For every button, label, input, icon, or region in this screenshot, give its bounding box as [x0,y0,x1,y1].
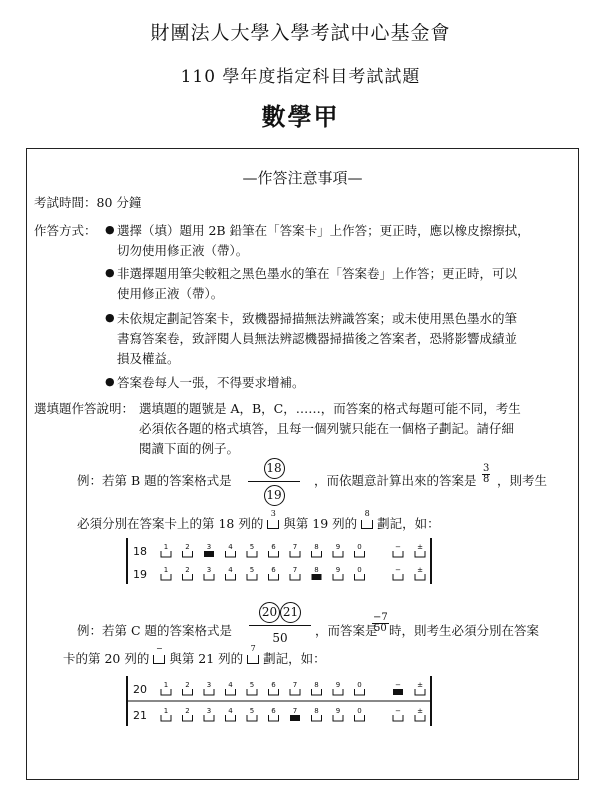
bubble [290,707,300,721]
fill-text: 閱讀下面的例子。 [139,441,240,456]
fill-text: 選填題的題號是 A，B，C，……，而答案的格式每題可能不同，考生 [139,401,521,416]
svg-text:1: 1 [163,543,169,551]
bubble [290,681,300,695]
row-number-circle: 21 [280,602,301,623]
bubble-icon: 3 [267,520,279,529]
fill-label: 選填題作答說明： [34,401,135,416]
svg-text:±: ± [417,681,423,689]
bullet-text: 損及權益。 [117,351,180,366]
bubble-icon: 7 [247,655,259,664]
bubble [393,681,403,695]
example-c-text: 時，則考生必須分別在答案 [389,623,540,638]
bubble [393,543,403,557]
bullet-item: ● [105,375,115,388]
bubble [226,543,236,557]
bubble [204,707,214,721]
svg-text:0: 0 [357,681,362,689]
svg-text:6: 6 [271,681,276,689]
bubble [247,543,257,557]
bubble [333,566,343,580]
bubble [269,707,279,721]
svg-text:6: 6 [271,566,276,574]
bubble [393,566,403,580]
svg-text:2: 2 [185,566,190,574]
subject-title: 數學甲 [261,102,340,131]
svg-text:8: 8 [314,681,319,689]
bubble [415,543,425,557]
svg-text:5: 5 [249,566,255,574]
fixed-denominator: 50 [272,631,288,645]
svg-text:±: ± [417,543,423,551]
bullet-item: ● [105,311,115,324]
bubble [269,543,279,557]
bubble [226,681,236,695]
example-c-text: ，而答案是 [315,623,378,638]
exam-time: 考試時間：80 分鐘 [34,195,142,210]
bullet-item: ● [105,266,115,279]
svg-text:6: 6 [271,543,276,551]
organization-title: 財團法人大學入學考試中心基金會 [150,22,451,44]
bubble [355,543,365,557]
svg-text:0: 0 [357,707,362,715]
row-label: 20 [133,683,147,696]
example-c-line2: 卡的第 20 列的 − 與第 21 列的 7 劃記，如： [63,644,326,666]
svg-text:8: 8 [314,543,319,551]
svg-text:9: 9 [335,543,341,551]
bullet-text: 未依規定劃記答案卡，致機器掃描無法辨識答案；或未使用黑色墨水的筆 [117,311,518,326]
bullet-text: 答案卷每人一張，不得要求增補。 [117,375,305,390]
row-label: 19 [133,568,147,581]
svg-text:9: 9 [335,707,341,715]
bubble [393,707,403,721]
bubble [290,543,300,557]
bullet-text: 書寫答案卷，致評閱人員無法辨認機器掃描後之答案者，恐將影響成績並 [117,331,518,346]
answer-grid-c [125,675,445,727]
svg-text:4: 4 [228,681,233,689]
bubble [226,566,236,580]
svg-text:7: 7 [292,707,298,715]
row-label: 18 [133,545,147,558]
svg-text:1: 1 [163,566,169,574]
svg-text:5: 5 [249,707,255,715]
bullet-text: 切勿使用修正液（帶）。 [117,243,249,258]
svg-text:7: 7 [292,566,298,574]
bubble [355,566,365,580]
bubble [247,707,257,721]
row-label: 21 [133,709,147,722]
notice-title: —作答注意事項— [242,169,363,187]
fill-text: 必須依各題的格式填答，且每一個列號只能在一個格子劃記。請仔細 [139,421,515,436]
svg-text:4: 4 [228,566,233,574]
row-number-circle: 18 [264,458,285,479]
svg-text:1: 1 [163,707,169,715]
method-label: 作答方式： [34,223,97,238]
bullet-text: 選擇（填）題用 2B 鉛筆在「答案卡」上作答；更正時，應以橡皮擦擦拭， [117,223,530,238]
bubble [161,681,171,695]
svg-text:9: 9 [335,566,341,574]
row-number-circle: 20 [259,602,280,623]
svg-text:8: 8 [314,707,319,715]
svg-text:0: 0 [357,543,362,551]
bubble [415,681,425,695]
svg-text:5: 5 [249,543,255,551]
bubble [269,566,279,580]
bubble [204,543,214,557]
bubble [247,566,257,580]
answer-grid-b [125,537,445,585]
svg-text:7: 7 [292,681,298,689]
svg-text:7: 7 [292,543,298,551]
example-b-text: ，則考生 [497,473,548,488]
answer-format-c [245,601,315,646]
svg-text:0: 0 [357,566,362,574]
bubble [333,543,343,557]
example-b-text: ，而依題意計算出來的答案是 [314,473,477,488]
bullet-text: 使用修正液（帶）。 [117,286,224,301]
svg-text:4: 4 [228,707,233,715]
bubble [161,543,171,557]
bubble [333,707,343,721]
bubble [183,681,193,695]
exam-year-title: 110 學年度指定科目考試試題 [180,67,421,87]
svg-text:6: 6 [271,707,276,715]
bubble-icon: 8 [361,520,373,529]
svg-text:9: 9 [335,681,341,689]
answer-fraction-c: $\frac{-7}{50}$ [373,612,388,634]
bubble-icon: − [153,655,165,664]
bullet-text: 非選擇題用筆尖較粗之黑色墨水的筆在「答案卷」上作答；更正時，可以 [117,266,518,281]
example-b-line2: 必須分別在答案卡上的第 18 列的 3 與第 19 列的 8 劃記，如： [77,509,440,531]
svg-text:2: 2 [185,681,190,689]
bubble [204,681,214,695]
bubble [312,566,322,580]
svg-text:1: 1 [163,681,169,689]
svg-text:8: 8 [314,566,319,574]
bubble [312,543,322,557]
svg-text:3: 3 [206,707,212,715]
bubble [247,681,257,695]
answer-fraction-b: $\frac{3}{8}$ [483,463,490,485]
bubble [333,681,343,695]
bubble [183,543,193,557]
example-b-text: 例：若第 B 題的答案格式是 [77,473,232,488]
svg-text:3: 3 [206,681,212,689]
svg-text:−: − [395,707,401,715]
bubble [226,707,236,721]
bubble [415,566,425,580]
svg-text:2: 2 [185,543,190,551]
svg-text:−: − [395,681,401,689]
row-number-circle: 19 [264,485,285,506]
bubble [290,566,300,580]
bubble [183,707,193,721]
bubble [161,707,171,721]
svg-text:−: − [395,566,401,574]
svg-text:3: 3 [206,566,212,574]
notice-box [26,148,579,780]
svg-text:±: ± [417,707,423,715]
bubble [183,566,193,580]
bubble [312,681,322,695]
example-c-text: 例：若第 C 題的答案格式是 [77,623,233,638]
bubble [269,681,279,695]
bubble [355,681,365,695]
bubble [355,707,365,721]
svg-text:3: 3 [206,543,212,551]
svg-text:2: 2 [185,707,190,715]
bubble [161,566,171,580]
answer-format-b [244,457,304,506]
svg-text:4: 4 [228,543,233,551]
svg-text:5: 5 [249,681,255,689]
bubble [312,707,322,721]
bullet-item: ● [105,223,115,236]
bubble [415,707,425,721]
svg-text:±: ± [417,566,423,574]
bubble [204,566,214,580]
svg-text:−: − [395,543,401,551]
